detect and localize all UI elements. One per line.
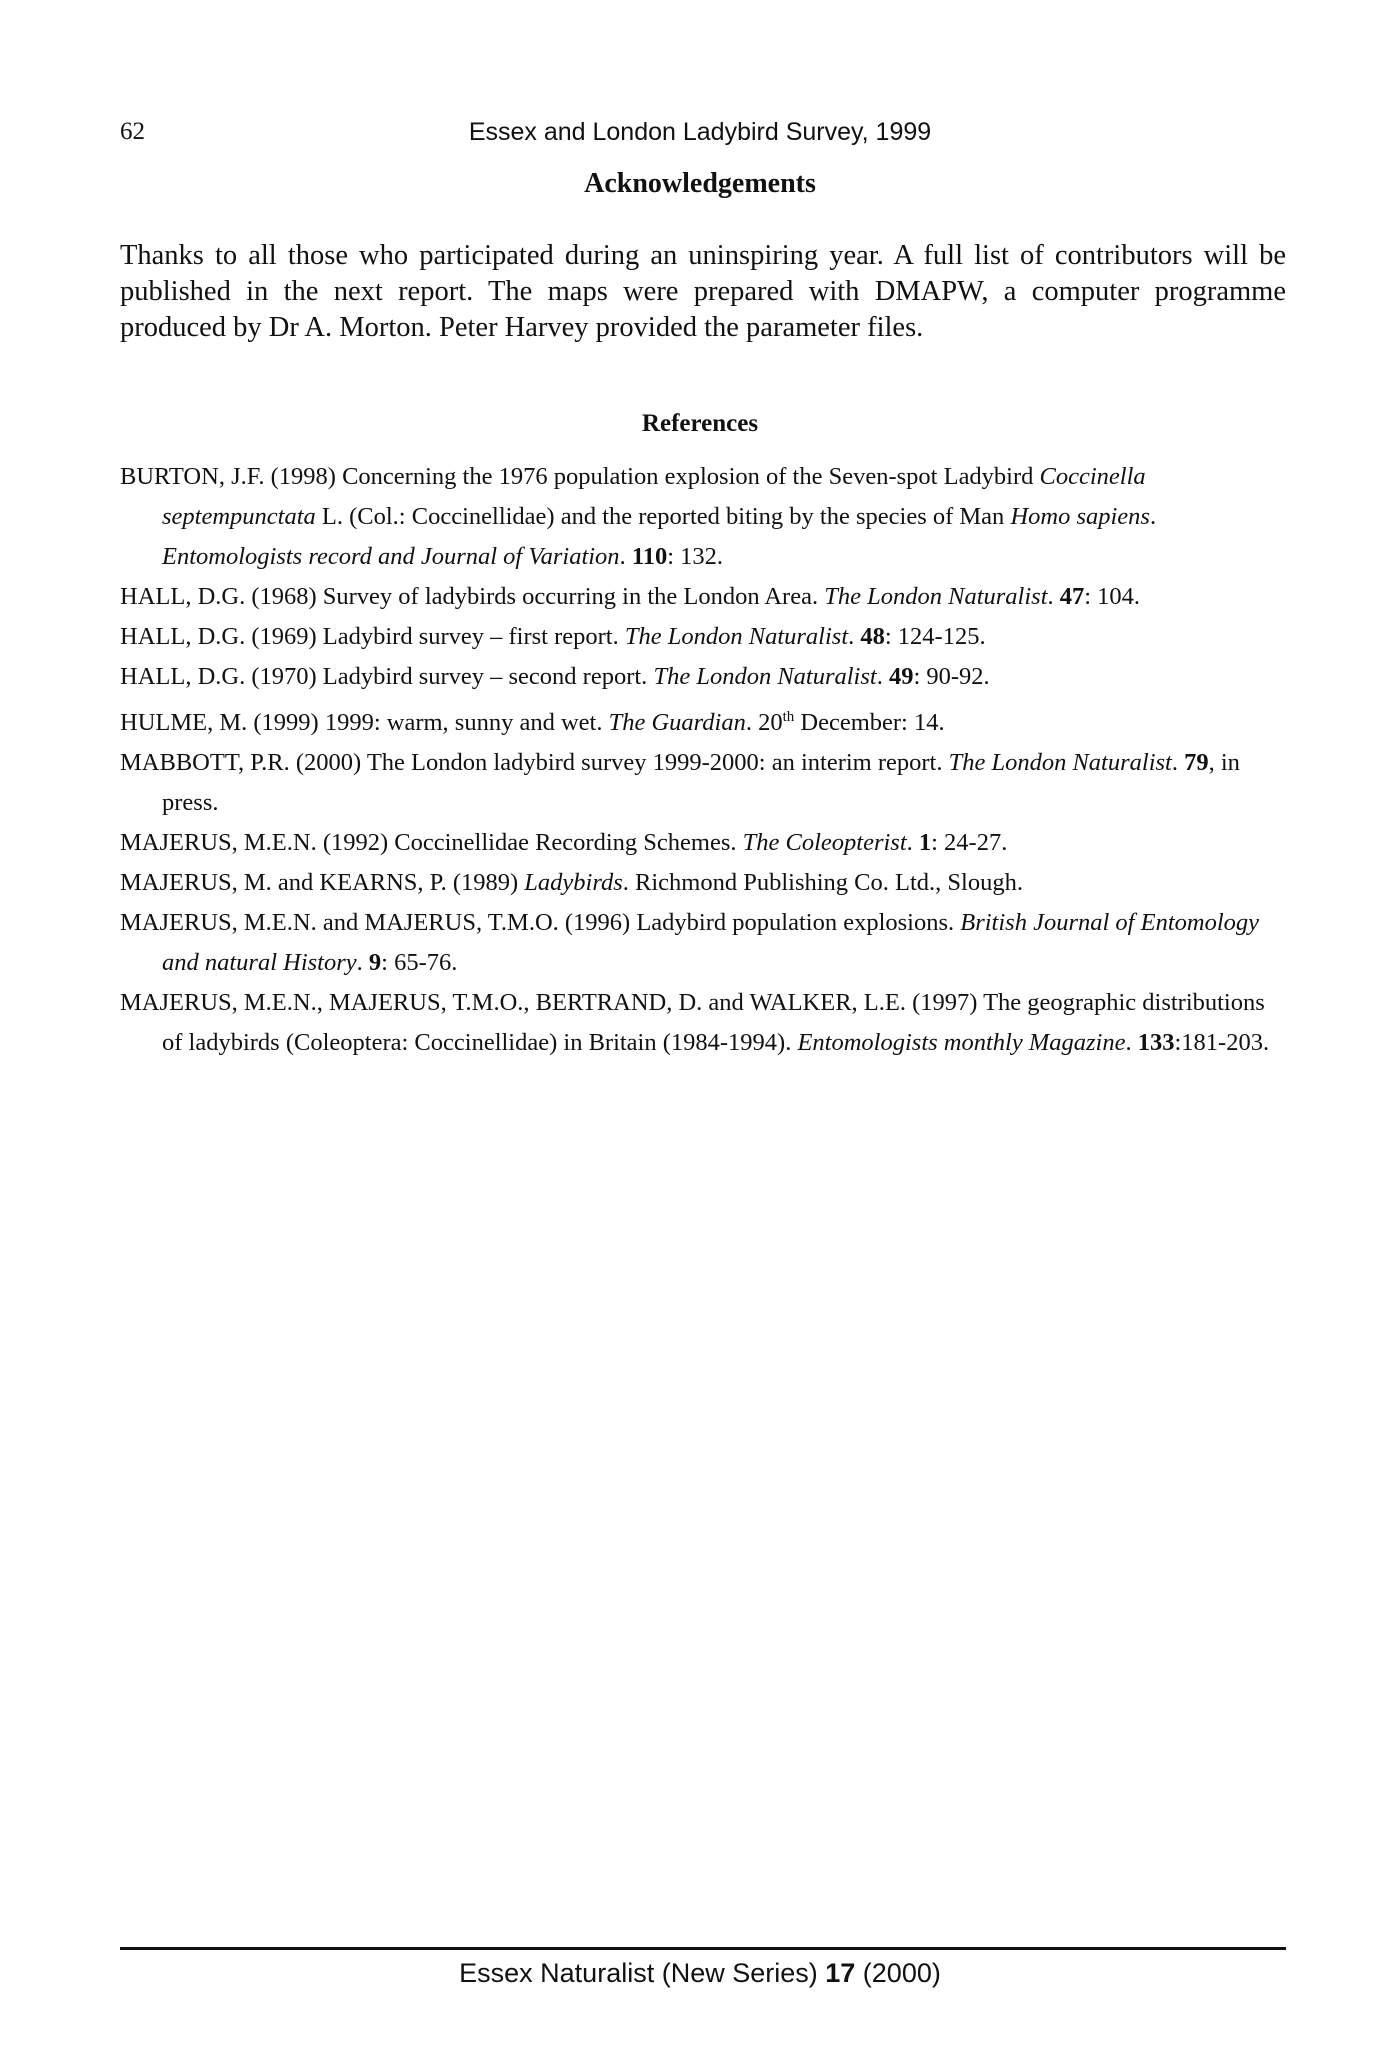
acknowledgements-paragraph: Thanks to all those who participated during an uninspiring year. A full list of contributors will be published in the next report. The maps were prepared with DMAPW, a computer programme produced by Dr A. Morton. Peter Harvey provided the parameter files. — [120, 240, 1286, 343]
reference-majerus-1992: MAJERUS, M.E.N. (1992) Coccinellidae Recording Schemes. The Coleopterist. 1: 24-27. — [120, 829, 1008, 857]
reference-majerus-majerus-1996: MAJERUS, M.E.N. and MAJERUS, T.M.O. (1996) Ladybird population explosions. British Journal of Entomology and natural History. 9: 65-76. — [120, 909, 1259, 977]
running-title: Essex and London Ladybird Survey, 1999 — [468, 118, 932, 146]
reference-hulme-1999: HULME, M. (1999) 1999: warm, sunny and wet. The Guardian. 20th December: 14. — [120, 709, 945, 737]
references-heading: References — [641, 410, 759, 437]
reference-hall-1969: HALL, D.G. (1969) Ladybird survey – first report. The London Naturalist. 48: 124-125. — [120, 623, 986, 650]
page-number: 62 — [120, 118, 145, 145]
footer-rule — [120, 1947, 1286, 1950]
reference-burton-1998: BURTON, J.F. (1998) Concerning the 1976 population explosion of the Seven-spot Ladybird Coccinella septempunctata L. (Col.: Coccinellidae) and the reported biting by the species of Man Homo sapiens. Entomologists record and Journal of Variation. 110: 132. — [120, 463, 1157, 570]
footer-citation: Essex Naturalist (New Series) 17 (2000) — [459, 1958, 941, 1988]
reference-hall-1968: HALL, D.G. (1968) Survey of ladybirds occurring in the London Area. The London Naturalist. 47: 104. — [120, 583, 1141, 610]
reference-list — [120, 457, 1286, 1063]
reference-majerus-kearns-1989: MAJERUS, M. and KEARNS, P. (1989) Ladybirds. Richmond Publishing Co. Ltd., Slough. — [120, 869, 1023, 897]
reference-mabbott-2000: MABBOTT, P.R. (2000) The London ladybird survey 1999-2000: an interim report. The London Naturalist. 79, in press. — [120, 749, 1240, 817]
acknowledgements-heading: Acknowledgements — [584, 168, 816, 199]
reference-hall-1970: HALL, D.G. (1970) Ladybird survey – second report. The London Naturalist. 49: 90-92. — [120, 663, 990, 690]
reference-majerus-et-al-1997: MAJERUS, M.E.N., MAJERUS, T.M.O., BERTRAND, D. and WALKER, L.E. (1997) The geographic distributions of ladybirds (Coleoptera: Coccinellidae) in Britain (1984-1994). Entomologists monthly Magazine. 133:181-203. — [120, 989, 1270, 1057]
